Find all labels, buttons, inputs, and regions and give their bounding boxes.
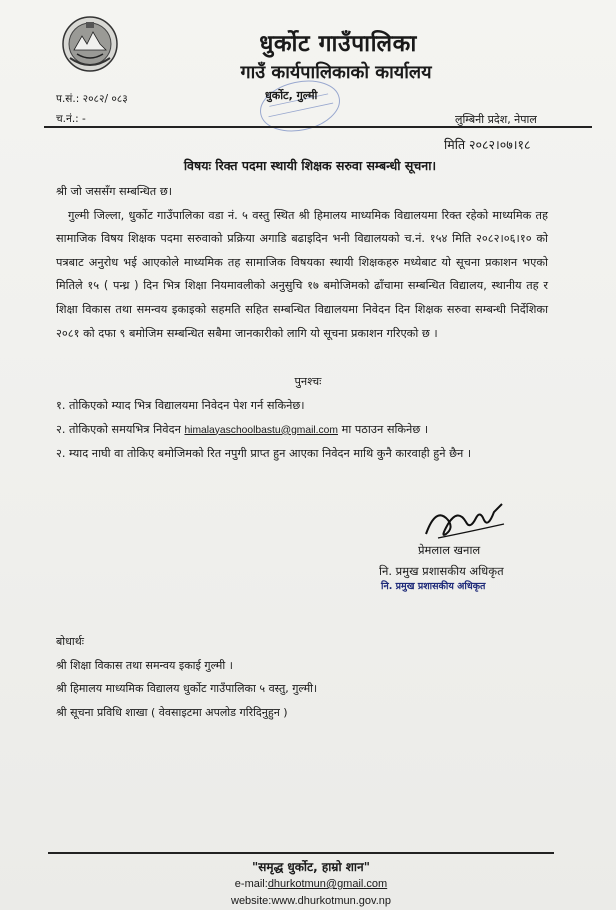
list-item: २. म्याद नाघी वा तोकिए बमोजिमको रित नपुगी प्राप्त हुन आएका निवेदन माथि कुनै कारवाही हुने छैन ।: [56, 447, 472, 461]
ref-number: प.सं.: २०८२/ ०८३: [56, 93, 128, 105]
signatory-stamp: नि. प्रमुख प्रशासकीय अधिकृत: [381, 581, 486, 592]
signature-image: [418, 494, 510, 544]
school-email-link[interactable]: himalayaschoolbastu@gmail.com: [184, 424, 338, 436]
body-paragraph: गुल्मी जिल्ला, धुर्कोट गाउँपालिका वडा नं. ५ वस्तु स्थित श्री हिमालय माध्यमिक विद्यालयमा रिक्त रहेको माध्यमिक तह सामाजिक विषय शिक्षक पदमा सरुवाको प्रक्रिया अगाडि बढाइदिन भनी विद्यालयको च.नं. १५४ मिति २०८२।०६।१० को पत्रबाट अनुरोध भई आएकोले माध्यमिक तह सामाजिक विषयका स्थायी शिक्षकहरु मध्येबाट यो सूचना प्रकाशन भएको मितिले १५ ( पन्ध्र ) दिन भित्र शिक्षा नियमावलीको अनुसुचि १७ बमोजिमको ढाँचामा सम्बन्धित विद्यालय, स्थानीय तह र शिक्षा विकास तथा समन्वय इकाइको सहमति सहित सम्बन्धित विद्यालयमा निवेदन दिन शिक्षक सरुवा सम्बन्धी निर्देशिका २०८१ को दफा ९ बमोजिम सम्बन्धित सबैमा जानकारीको लागि यो सूचना प्रकाशन गरिएको छ ।: [56, 208, 548, 340]
office-title: गाउँ कार्यपालिकाको कार्यालय: [240, 62, 432, 83]
header-divider: [44, 126, 592, 128]
list-item-text: २. तोकिएको समयभित्र निवेदन: [56, 422, 185, 436]
cc-item: श्री सूचना प्रविधि शाखा ( वेवसाइटमा अपलोड गरिदिनुहुन ): [56, 705, 288, 719]
letter-body: [56, 180, 548, 345]
municipality-title: धुर्कोट गाउँपालिका: [259, 31, 417, 57]
cc-item: श्री शिक्षा विकास तथा समन्वय इकाई गुल्मी ।: [56, 658, 233, 672]
footer-motto: "समृद्ध धुर्कोट, हाम्रो शान": [252, 860, 370, 874]
footer-email-label: e-mail:: [234, 878, 268, 890]
list-item: १. तोकिएको म्याद भित्र विद्यालयमा निवेदन पेश गर्न सकिनेछ।: [56, 399, 305, 412]
letter-date: मिति २०८२।०७।१८: [444, 137, 531, 152]
letter-subject: विषयः रिक्त पदमा स्थायी शिक्षक सरुवा सम्बन्धी सूचना।: [183, 158, 437, 173]
postscript-heading: पुनश्चः: [294, 375, 322, 388]
office-address: धुर्कोट, गुल्मी: [265, 89, 318, 102]
cc-label: बोधार्थः: [56, 635, 84, 648]
footer-divider: [48, 852, 554, 854]
footer-email: [0, 878, 616, 890]
postscript-list: [56, 394, 556, 466]
cc-item: श्री हिमालय माध्यमिक विद्यालय धुर्कोट गाउँपालिका ५ वस्तु, गुल्मी।: [56, 682, 318, 695]
footer-email-link[interactable]: dhurkotmun@gmail.com: [267, 878, 388, 890]
footer-website[interactable]: website:www.dhurkotmun.gov.np: [231, 895, 391, 907]
province: लुम्बिनी प्रदेश, नेपाल: [455, 113, 537, 126]
cc-section: [56, 630, 317, 724]
list-item: [56, 418, 556, 443]
list-item-text: मा पठाउन सकिनेछ ।: [338, 422, 429, 436]
dispatch-number: च.नं.: -: [56, 113, 86, 125]
signatory-title: नि. प्रमुख प्रशासकीय अधिकृत: [379, 564, 504, 578]
signatory-name: प्रेमलाल खनाल: [418, 543, 481, 557]
greeting: श्री जो जससँग सम्बन्धित छ।: [56, 185, 173, 198]
